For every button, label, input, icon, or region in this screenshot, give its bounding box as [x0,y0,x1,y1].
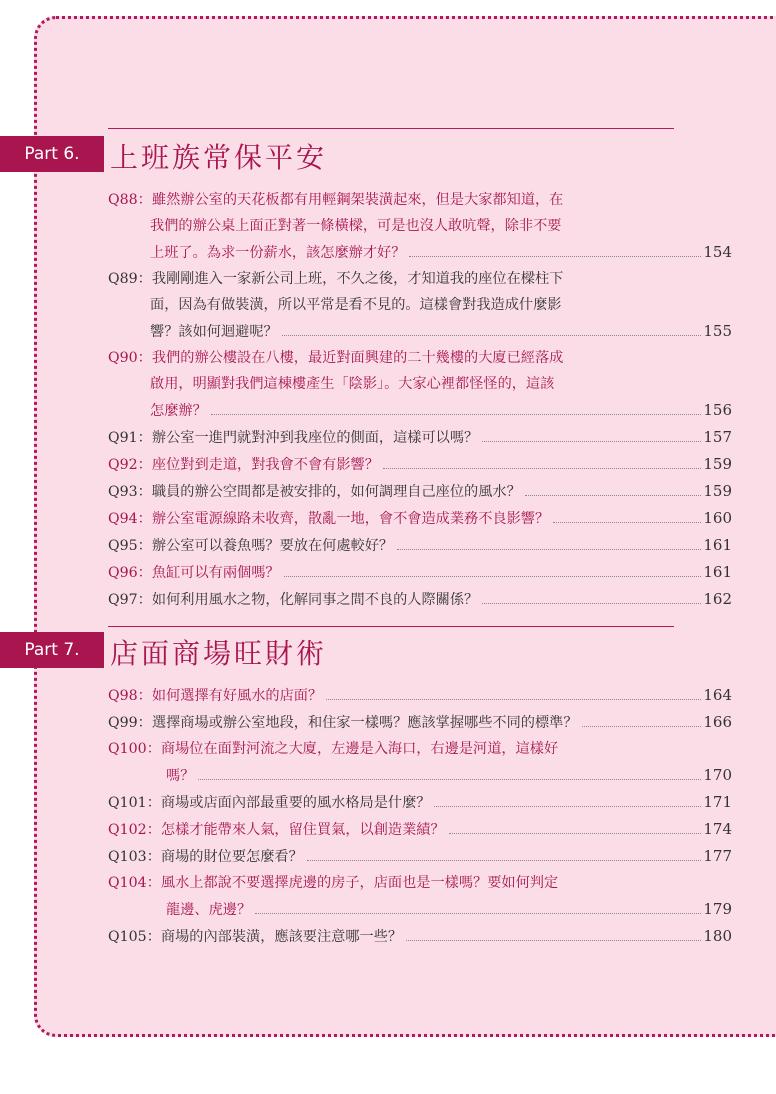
toc-entry[interactable] [108,923,732,950]
toc-entry[interactable] [108,345,732,424]
toc-question-text: 商場或店面內部最重要的風水格局是什麼？ [160,795,431,811]
dot-leader [211,414,702,415]
toc-question-number: Q90： [108,350,152,366]
toc-question-text: 職員的辦公空間都是被安排的，如何調理自己座位的風水？ [151,484,521,500]
toc-question-number: Q98： [108,688,152,704]
toc-entry[interactable] [108,187,732,266]
toc-page-number: 171 [703,793,732,811]
toc-question-number: Q104： [108,875,161,891]
toc-question-number: Q92： [108,457,152,473]
toc-question-number: Q93： [108,484,152,500]
toc-page-number: 161 [703,563,732,581]
toc-page-number: 155 [703,322,732,340]
toc-question-number: Q95： [108,538,152,554]
toc-question-text: 辦公室電源線路未收齊，散亂一地，會不會造成業務不良影響？ [151,511,550,527]
toc-entry[interactable] [108,532,732,559]
section-title-part-7: 店面商場旺財術 [110,637,328,670]
part-6-tab [0,136,104,172]
toc-question-number: Q91： [108,430,152,446]
toc-question-text: 響？該如何迴避呢？ [150,324,278,340]
dot-leader [582,726,702,727]
toc-question-number: Q97： [108,592,152,608]
toc-page-number: 159 [703,482,732,500]
toc-page-number: 154 [703,243,732,261]
toc-question-number: Q103： [108,849,161,865]
toc-page-number: 160 [703,509,732,527]
toc-question-number: Q100： [108,741,161,757]
toc-question-text: 選擇商場或辦公室地段，和住家一樣嗎？應該掌握哪些不同的標準？ [151,715,578,731]
section-rule-part-6 [108,128,674,129]
toc-page-number: 174 [703,820,732,838]
dot-leader [409,256,701,257]
dot-leader [406,940,701,941]
toc-entry[interactable] [108,843,732,870]
dot-leader [525,495,702,496]
dot-leader [307,860,702,861]
toc-question-text: 我們的辦公樓設在八樓，最近對面興建的二十幾樓的大廈已經落成 [151,350,564,366]
toc-question-text: 風水上都說不要選擇虎邊的房子，店面也是一樣嗎？要如何判定 [160,875,559,891]
dot-leader [449,833,702,834]
dot-leader [434,806,701,807]
dot-leader [482,603,701,604]
toc-question-number: Q88： [108,192,152,208]
toc-page-number: 162 [703,590,732,608]
toc-question-text: 商場的財位要怎麼看？ [160,849,303,865]
toc-question-number: Q105： [108,929,161,945]
toc-entry[interactable] [108,478,732,505]
toc-question-number: Q102： [108,822,161,838]
toc-question-text: 上班了。為求一份薪水，該怎麼辦才好？ [150,245,406,261]
toc-page-number: 161 [703,536,732,554]
dot-leader [383,468,701,469]
section-rule-part-7 [108,626,674,627]
toc-list-part-7 [108,682,732,950]
dot-leader [553,522,701,523]
toc-question-number: Q96： [108,565,152,581]
toc-entry[interactable] [108,736,732,789]
dot-leader [482,441,701,442]
toc-question-text: 怎麼辦？ [150,403,207,419]
toc-question-text: 辦公室可以養魚嗎？要放在何處較好？ [151,538,394,554]
toc-list-part-6 [108,187,732,613]
part-7-tab [0,632,104,668]
toc-question-text: 座位對到走道，對我會不會有影響？ [151,457,379,473]
dot-leader [255,913,701,914]
toc-entry[interactable] [108,870,732,923]
toc-page-number: 166 [703,713,732,731]
toc-page-number: 156 [703,401,732,419]
toc-question-number: Q94： [108,511,152,527]
toc-entry[interactable] [108,451,732,478]
toc-question-text: 我剛剛進入一家新公司上班，不久之後，才知道我的座位在樑柱下 [151,271,564,287]
toc-entry[interactable] [108,266,732,345]
part-7-label: Part 7. [24,640,80,660]
toc-entry[interactable] [108,559,732,586]
toc-entry[interactable] [108,505,732,532]
toc-entry[interactable] [108,816,732,843]
toc-page-number: 177 [703,847,732,865]
toc-page-number: 179 [703,900,732,918]
toc-entry[interactable] [108,682,732,709]
toc-page-number: 170 [703,766,732,784]
toc-question-text: 龍邊、虎邊？ [166,902,252,918]
part-6-label: Part 6. [24,144,80,164]
toc-question-number: Q99： [108,715,152,731]
toc-entry[interactable] [108,789,732,816]
toc-question-text: 雖然辦公室的天花板都有用輕鋼架裝潢起來，但是大家都知道，在 [151,192,564,208]
dot-leader [326,699,701,700]
toc-question-text: 商場位在面對河流之大廈，左邊是入海口，右邊是河道，這樣好 [160,741,559,757]
dot-leader [198,779,701,780]
section-title-part-6: 上班族常保平安 [110,141,328,174]
toc-question-text: 嗎？ [166,768,195,784]
toc-question-text: 如何利用風水之物，化解同事之間不良的人際關係？ [151,592,479,608]
toc-question-number: Q101： [108,795,161,811]
toc-entry[interactable] [108,424,732,451]
toc-question-text: 啟用，明顯對我們這棟樓產生「陰影」。大家心裡都怪怪的，這該 [150,376,555,392]
toc-page-number: 159 [703,455,732,473]
toc-question-number: Q89： [108,271,152,287]
dot-leader [282,335,702,336]
dot-leader [284,576,702,577]
toc-question-text: 辦公室一進門就對沖到我座位的側面，這樣可以嗎？ [151,430,479,446]
toc-entry[interactable] [108,586,732,613]
dot-leader [397,549,701,550]
toc-question-text: 商場的內部裝潢，應該要注意哪一些？ [160,929,403,945]
toc-question-text: 面，因為有做裝潢，所以平常是看不見的。這樣會對我造成什麼影 [150,297,562,313]
toc-question-text: 如何選擇有好風水的店面？ [151,688,323,704]
toc-entry[interactable] [108,709,732,736]
toc-page-number: 157 [703,428,732,446]
toc-page-number: 180 [703,927,732,945]
toc-page-number: 164 [703,686,732,704]
toc-question-text: 魚缸可以有兩個嗎？ [151,565,280,581]
toc-question-text: 怎樣才能帶來人氣，留住買氣，以創造業績？ [160,822,445,838]
toc-question-text: 我們的辦公桌上面正對著一條橫樑，可是也沒人敢吭聲，除非不要 [150,218,562,234]
